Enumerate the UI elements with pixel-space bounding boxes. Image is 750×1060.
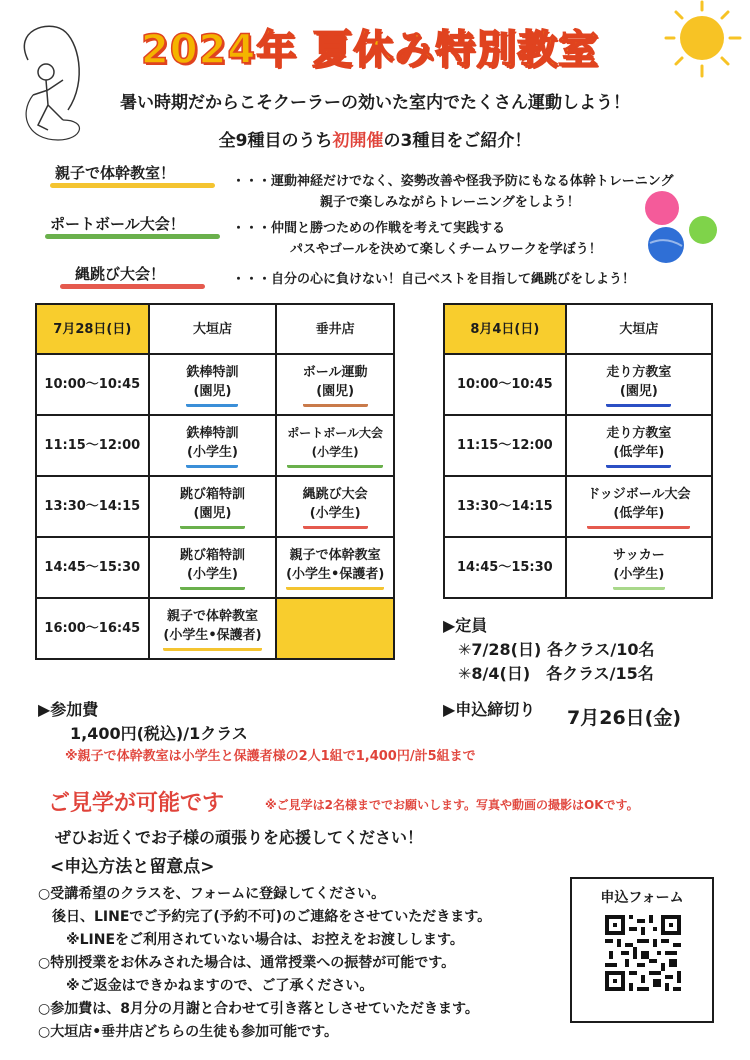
table-col-header: 垂井店 xyxy=(276,304,394,354)
table-date-header: 7月28日(日) xyxy=(36,304,149,354)
class-cell: 鉄棒特訓 (園児) xyxy=(149,354,277,415)
class-cell: 走り方教室 (低学年) xyxy=(566,415,712,476)
intro-highlight: 初開催 xyxy=(332,131,384,151)
balls-illustration xyxy=(640,188,730,268)
class-cell: サッカー (小学生) xyxy=(566,537,712,598)
time-cell: 13:30～14:15 xyxy=(36,476,149,537)
tour-note: ※ご見学は2名様まででお願いします。写真や動画の撮影はOKです。 xyxy=(265,798,639,812)
deadline-heading: ▶申込締切り xyxy=(443,700,536,719)
event-desc-line: ・・・運動神経だけでなく、姿勢改善や怪我予防にもなる体幹トレーニング xyxy=(232,174,674,189)
note-line: ○大垣店•垂井店どちらの生徒も参加可能です。 xyxy=(38,1024,339,1040)
capacity-heading: ▶定員 xyxy=(443,616,488,635)
capacity-line: ✳7/28(日) 各クラス/10名 xyxy=(458,640,655,659)
class-cell: ボール運動 (園児) xyxy=(276,354,394,415)
intro-text xyxy=(0,126,750,151)
event-desc-line: パスやゴールを決めて楽しくチームワークを学ぼう！ xyxy=(290,242,602,257)
event-underline xyxy=(50,183,215,188)
qr-code-icon[interactable] xyxy=(605,915,681,991)
form-label: 申込フォーム xyxy=(600,890,684,906)
table-col-header: 大垣店 xyxy=(149,304,277,354)
note-line: ○特別授業をお休みされた場合は、通常授業への振替が可能です。 xyxy=(38,955,456,971)
notes-list xyxy=(38,883,558,1044)
empty-cell xyxy=(276,598,394,659)
class-cell: 跳び箱特訓 (園児) xyxy=(149,476,277,537)
class-cell: 親子で体幹教室 (小学生•保護者) xyxy=(149,598,277,659)
tour-heading: ご見学が可能です xyxy=(48,791,225,816)
table-col-header: 大垣店 xyxy=(566,304,712,354)
class-cell: 親子で体幹教室 (小学生•保護者) xyxy=(276,537,394,598)
intro-post: の3種目をご紹介！ xyxy=(383,131,532,151)
schedule-table-0804 xyxy=(443,303,713,599)
schedule-table-0728 xyxy=(35,303,395,660)
cheer-text: ぜひお近くでお子様の頑張りを応援してください！ xyxy=(55,828,424,847)
event-desc-line: ・・・自分の心に負けない！自己ベストを目指して縄跳びをしよう！ xyxy=(232,272,636,287)
deadline-value: 7月26日(金) xyxy=(567,707,682,729)
time-cell: 13:30～14:15 xyxy=(444,476,566,537)
method-heading: <申込方法と留意点> xyxy=(50,857,215,877)
fee-note: ※親子で体幹教室は小学生と保護者様の2人1組で1,400円/計5組まで xyxy=(65,749,476,764)
class-cell: ポートボール大会 (小学生) xyxy=(276,415,394,476)
note-line: ※LINEをご利用されていない場合は、お控えをお渡しします。 xyxy=(38,932,464,948)
event-underline xyxy=(45,234,220,239)
class-cell: ドッジボール大会 (低学年) xyxy=(566,476,712,537)
event-underline xyxy=(60,284,205,289)
time-cell: 10:00～10:45 xyxy=(444,354,566,415)
page-title: 2024年 夏休み特別教室 xyxy=(140,27,600,73)
time-cell: 11:15～12:00 xyxy=(36,415,149,476)
fee-heading: ▶参加費 xyxy=(38,700,99,719)
note-line: ○受講希望のクラスを、フォームに登録してください。 xyxy=(38,886,386,902)
time-cell: 11:15～12:00 xyxy=(444,415,566,476)
class-cell: 鉄棒特訓 (小学生) xyxy=(149,415,277,476)
capacity-line: ✳8/4(日) 各クラス/15名 xyxy=(458,664,654,683)
event-name-portball: ポートボール大会！ xyxy=(50,215,185,233)
note-line: ※ご返金はできかねますので、ご了承ください。 xyxy=(38,978,374,994)
note-line: 後日、LINEでご予約完了(予約不可)のご連絡をさせていただきます。 xyxy=(38,909,492,925)
table-date-header: 8月4日(日) xyxy=(444,304,566,354)
lead-text: 暑い時期だからこそクーラーの効いた室内でたくさん運動しよう！ xyxy=(120,93,630,113)
fee-value: 1,400円(税込)/1クラス xyxy=(70,724,248,743)
note-line: ○参加費は、8月分の月謝と合わせて引き落としさせていただきます。 xyxy=(38,1001,479,1017)
class-cell: 縄跳び大会 (小学生) xyxy=(276,476,394,537)
time-cell: 14:45～15:30 xyxy=(36,537,149,598)
sun-icon xyxy=(640,0,750,100)
time-cell: 16:00～16:45 xyxy=(36,598,149,659)
time-cell: 10:00～10:45 xyxy=(36,354,149,415)
event-name-taikan: 親子で体幹教室！ xyxy=(55,164,176,182)
event-desc-line: ・・・仲間と勝つための作戦を考えて実践する xyxy=(232,221,506,236)
event-desc-line: 親子で楽しみながらトレーニングをしよう！ xyxy=(320,195,580,210)
class-cell: 走り方教室 (園児) xyxy=(566,354,712,415)
time-cell: 14:45～15:30 xyxy=(444,537,566,598)
form-box[interactable] xyxy=(570,877,714,1023)
class-cell: 跳び箱特訓 (小学生) xyxy=(149,537,277,598)
event-name-nawatobi: 縄跳び大会！ xyxy=(75,265,166,283)
intro-pre: 全9種目のうち xyxy=(218,131,333,151)
